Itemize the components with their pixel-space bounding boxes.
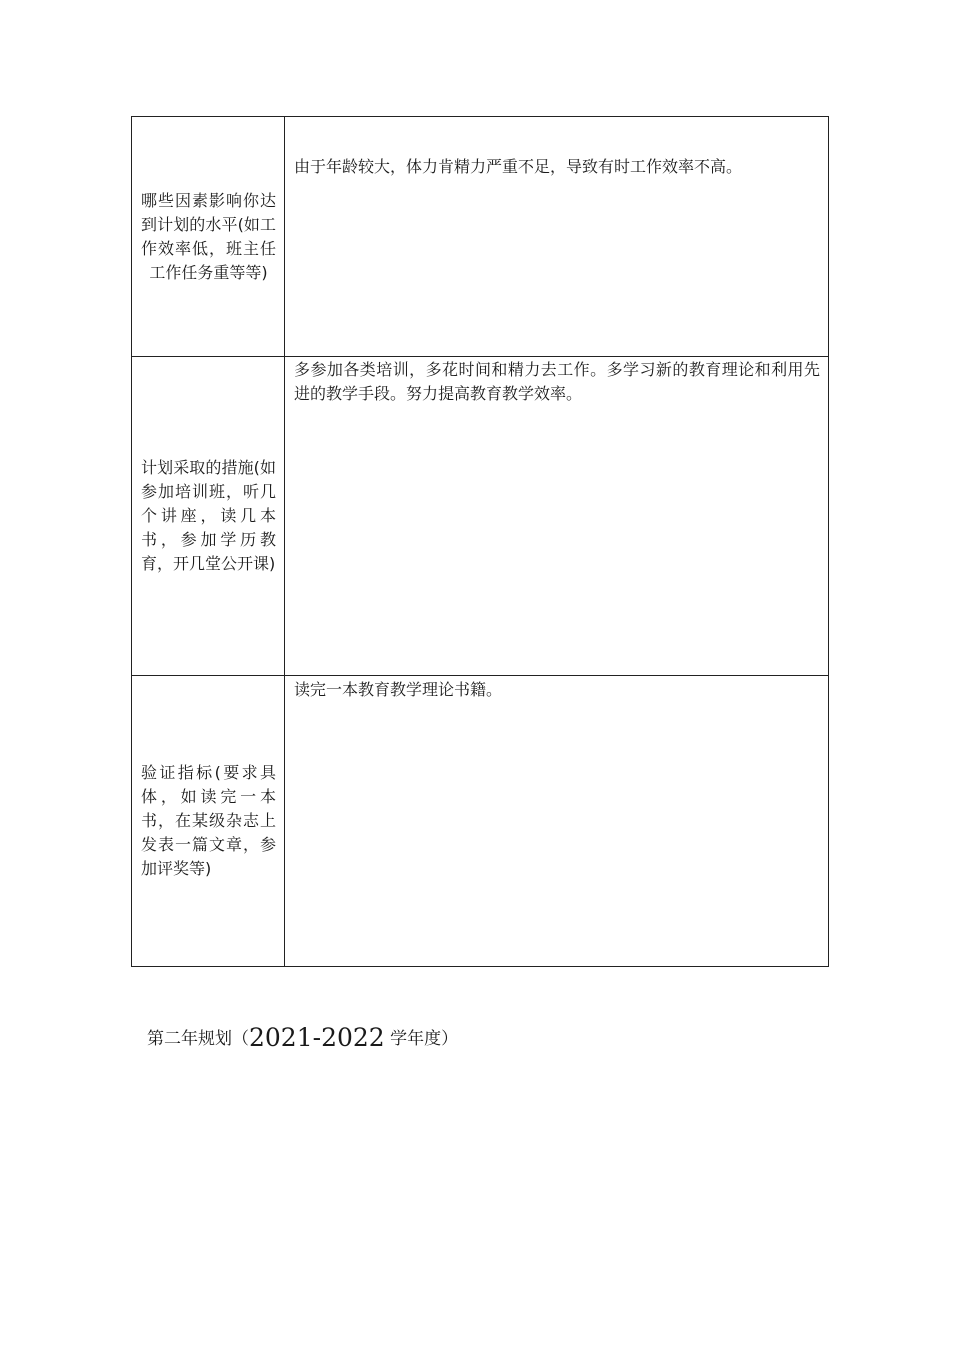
plan-table: [131, 116, 829, 967]
row-content-cell: [285, 676, 829, 967]
row-content-cell: [285, 117, 829, 357]
row-label-cell: [132, 117, 285, 357]
section-heading-suffix: 学年度）: [384, 1029, 459, 1049]
table-row: [132, 357, 829, 676]
row-label-cell: [132, 357, 285, 676]
row-content-cell: [285, 357, 829, 676]
table-row: [132, 117, 829, 357]
table-row: [132, 676, 829, 967]
row-content: 由于年龄较大，体力肯精力严重不足，导致有时工作效率不高。: [294, 157, 743, 176]
section-heading-year-range: 2021-2022: [249, 1023, 385, 1052]
row-label: 验证指标(要求具体，如读完一本书，在某级杂志上发表一篇文章，参加评奖等): [141, 763, 276, 878]
row-content: 读完一本教育教学理论书籍。: [294, 680, 503, 699]
row-content: 多参加各类培训，多花时间和精力去工作。多学习新的教育理论和利用先进的教学手段。努力提高教育教学效率。: [294, 360, 820, 403]
row-label: 哪些因素影响你达到计划的水平(如工作效率低，班主任工作任务重等等): [141, 190, 276, 282]
row-label: 计划采取的措施(如参加培训班，听几个讲座，读几本书，参加学历教育，开几堂公开课): [141, 458, 276, 573]
section-heading: [147, 1022, 458, 1055]
row-label-cell: [132, 676, 285, 967]
section-heading-prefix: 第二年规划（: [147, 1029, 249, 1049]
